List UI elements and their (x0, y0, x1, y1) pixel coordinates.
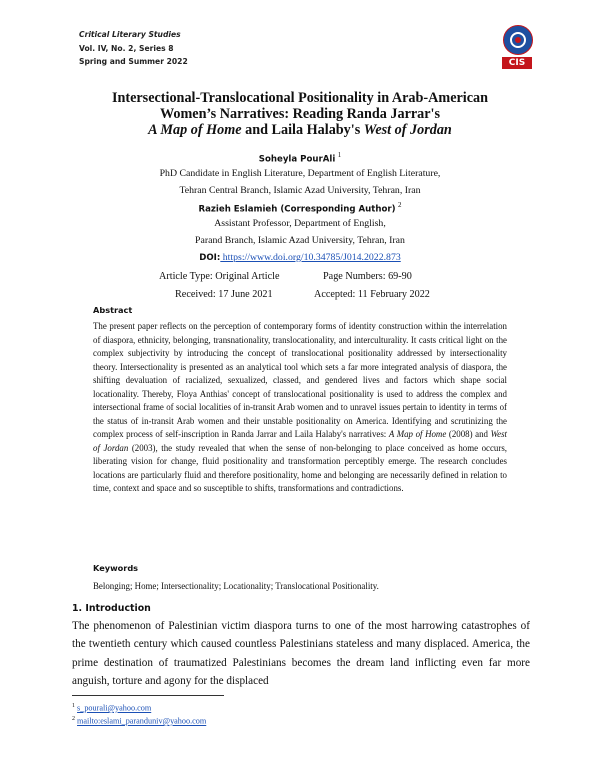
abstract-book-2: West of Jordan (93, 429, 507, 453)
abstract-heading: Abstract (93, 305, 133, 315)
abstract-book-1: A Map of Home (388, 429, 447, 439)
logo-text: CIS (502, 57, 532, 69)
footnote-1-email-link[interactable]: s_pourali@yahoo.com (77, 703, 152, 713)
doi-label: DOI: (199, 253, 221, 263)
article-type: Article Type: Original Article (159, 271, 280, 282)
journal-season: Spring and Summer 2022 (79, 57, 188, 66)
author-1-affiliation-1: PhD Candidate in English Literature, Department of English Literature, (159, 168, 441, 179)
title-and: and Laila Halaby's (241, 122, 364, 138)
footnote-1: $^1$ s_pourali@yahoo.com (72, 703, 152, 713)
author-2-name: Razieh Eslamieh (Corresponding Author) $^2$ (198, 201, 402, 215)
introduction-paragraph: The phenomenon of Palestinian victim diaspora turns to one of the most harrowing catastrophes of the twentieth century which caused countless Palestinians stateless and many displaced. America, the prime destination of traumatized Palestinians becomes the dream land inflicting even far more anguish, torture and agony for the displaced (72, 620, 530, 687)
title-book-1: A Map of Home (148, 122, 242, 138)
keywords-heading: Keywords (93, 563, 139, 573)
title-line-1: Intersectional-Translocational Positionality in Arab-American (111, 90, 489, 106)
title-line-3 (60, 122, 540, 138)
paper-title (60, 90, 540, 138)
author-2-affiliation-2: Parand Branch, Islamic Azad University, Tehran, Iran (195, 235, 405, 246)
doi-link[interactable]: https://www.doi.org/10.34785/J014.2022.873 (220, 252, 401, 263)
doi-line (60, 252, 540, 263)
journal-name: Critical Literary Studies (79, 30, 181, 39)
title-line-2: Women’s Narratives: Reading Randa Jarrar's (159, 106, 441, 122)
author-2-affiliation-1: Assistant Professor, Department of English, (214, 218, 386, 229)
page-numbers: Page Numbers: 69-90 (323, 271, 412, 282)
accepted-date: Accepted: 11 February 2022 (314, 289, 430, 300)
footnote-divider (72, 695, 224, 696)
author-1-affiliation-2: Tehran Central Branch, Islamic Azad University, Tehran, Iran (179, 185, 421, 196)
received-date: Received: 17 June 2021 (175, 289, 273, 300)
title-book-2: West of Jordan (363, 122, 452, 138)
journal-volume: Vol. IV, No. 2, Series 8 (79, 43, 174, 53)
introduction-heading: 1. Introduction (72, 603, 151, 614)
footnote-2-email-link[interactable]: mailto:eslami_paranduniv@yahoo.com (77, 716, 207, 726)
author-1-name: Soheyla PourAli $^1$ (258, 151, 342, 165)
logo-emblem-icon (503, 25, 533, 55)
footnote-2: $^2$ mailto:eslami_paranduniv@yahoo.com (72, 716, 207, 726)
journal-logo (502, 25, 532, 69)
keywords-list: Belonging; Home; Intersectionality; Locationality; Translocational Positionality. (93, 581, 379, 591)
journal-header (79, 28, 188, 69)
abstract-body: The present paper reflects on the perception of contemporary forms of identity construction within the interrelation of diaspora, ethnicity, belonging, transnationality, translocationality, and interculturality. It casts critical light on the complex subjectivity by introducing the concept of translocational positionality addressed by intersectionality theory. Intersectionality is presented as an analytical tool which sets a far more integrated analysis of diaspora, the shifting devaluation of racialized, sexualized, classed, and gendered lives and factors which shape social locationality. Thereby, Floya Anthias' concept of translocational positionality is used to address the complex and intersectional frame of social localities of in-transit Arab women and to unravel issues pertain to identity in terms of the status of in-transit Arab women and their unstable positionality on America. Identifying and scrutinizing the complex process of self-inscription in Randa Jarrar and Laila Halaby's narratives: A Map of Home (2008) and West of Jordan (2003), the study revealed that when the sense of non-belonging to place conceived as home occurs, liberating vision for change, fluid positionality and transformation perceptibly emerge. The research concludes locations are particularly fluid and therefore positionality, home and belonging are necessarily defined in relation to time, context and space and so susceptible to shifts, transformations and contradictions. (93, 321, 507, 493)
